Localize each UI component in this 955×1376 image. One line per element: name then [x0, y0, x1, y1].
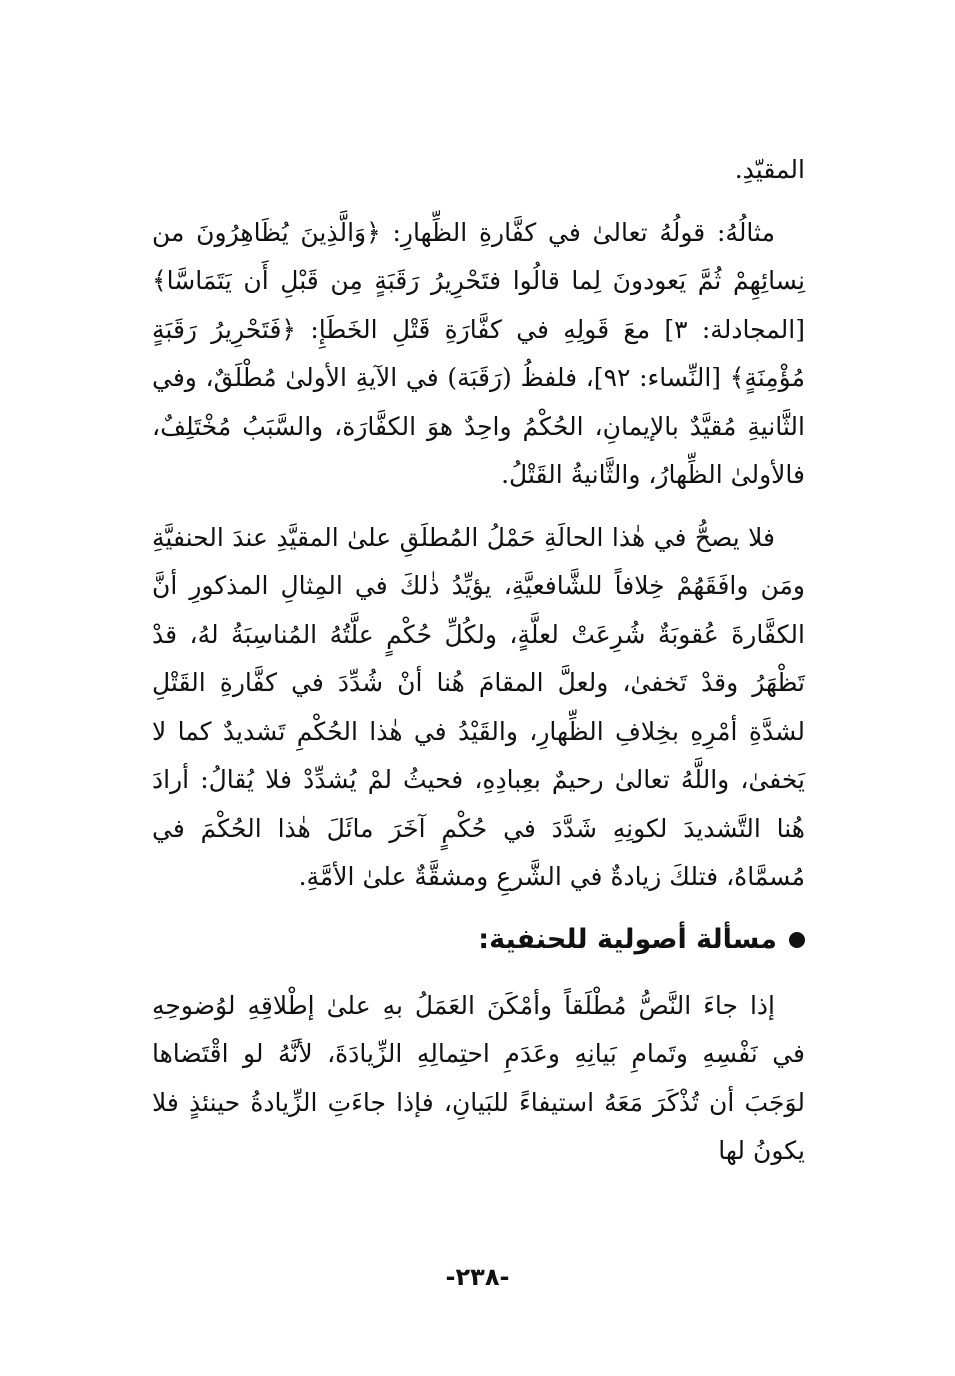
paragraph-example: مثالُهُ: قولُهُ تعالىٰ في كفَّارةِ الظِّهارِ: ﴿وَالَّذِينَ يُظَاهِرُونَ من نِسائِهِمْ ثُمَّ يَعودونَ لِما قالُوا فتَحْرِيرُ رَقَبَةٍ مِن قَبْلِ أَن يَتَمَاسَّا﴾ [المجادلة: ٣] معَ قَولِهِ في كفَّارَةِ قَتْلِ الخَطَإِ: ﴿فَتَحْرِيرُ رَقَبَةٍ مُؤْمِنَةٍ﴾ [النِّساء: ٩٢]، فلفظُ (رَقَبَة) في الآيةِ الأولىٰ مُطْلَقٌ، وفي الثَّانيةِ مُقيَّدٌ بالإيمانِ، الحُكْمُ واحِدٌ هوَ الكفَّارَة، والسَّبَبُ مُخْتَلِفٌ، فالأولىٰ الظِّهارُ، والثَّانيةُ القَتْلُ. [152, 217, 805, 489]
bullet-icon [789, 932, 805, 948]
body-text [152, 146, 805, 1176]
section-heading [152, 920, 805, 960]
paragraph-discussion: فلا يصحُّ في هٰذا الحالَةِ حَمْلُ المُطلَقِ علىٰ المقيَّدِ عندَ الحنفيَّةِ ومَن وافَقَهُمْ خِلافاً للشَّافعيَّةِ، يؤيِّدُ ذٰلكَ في المِثالِ المذكورِ أنَّ الكفَّارةَ عُقوبَةٌ شُرِعَتْ لعلَّةٍ، ولكُلِّ حُكْمٍ علَّتُهُ المُناسِبَةُ لهُ، قدْ تَظْهَرُ وقدْ تَخفىٰ، ولعلَّ المقامَ هُنا أنْ شُدِّدَ في كفَّارةِ القَتْلِ لشدَّةِ أمْرِهِ بخِلافِ الظِّهارِ، والقَيْدُ في هٰذا الحُكْمِ تَشديدٌ كما لا يَخفىٰ، واللَّهُ تعالىٰ رحيمٌ بعِبادِهِ، فحيثُ لمْ يُشدِّدْ فلا يُقالُ: أرادَ هُنا التَّشديدَ لكونِهِ شَدَّدَ في حُكْمٍ آخَرَ مائَلَ هٰذا الحُكْمَ في مُسمَّاهُ، فتلكَ زيادةٌ في الشَّرعِ ومشقَّةٌ علىٰ الأمَّةِ. [152, 522, 805, 891]
section-heading-text: مسألة أصولية للحنفية: [478, 923, 777, 955]
paragraph-hanafi-rule: إذا جاءَ النَّصُّ مُطْلَقاً وأمْكَنَ العَمَلُ بهِ علىٰ إطْلاقِهِ لوُضوحِهِ في نَفْسِهِ وتَمامِ بَيانِهِ وعَدَمِ احتِمالِهِ الزِّيادَةَ، لأنَّهُ لو اقْتَضاها لوَجَبَ أن تُذْكَرَ مَعَهُ استيفاءً للبَيانِ، فإذا جاءَتِ الزِّيادةُ حينئذٍ فلا يكونُ لها [152, 990, 805, 1165]
page-number: -٢٣٨- [445, 1263, 510, 1291]
paragraph-continuation: المقيّدِ. [734, 155, 805, 184]
